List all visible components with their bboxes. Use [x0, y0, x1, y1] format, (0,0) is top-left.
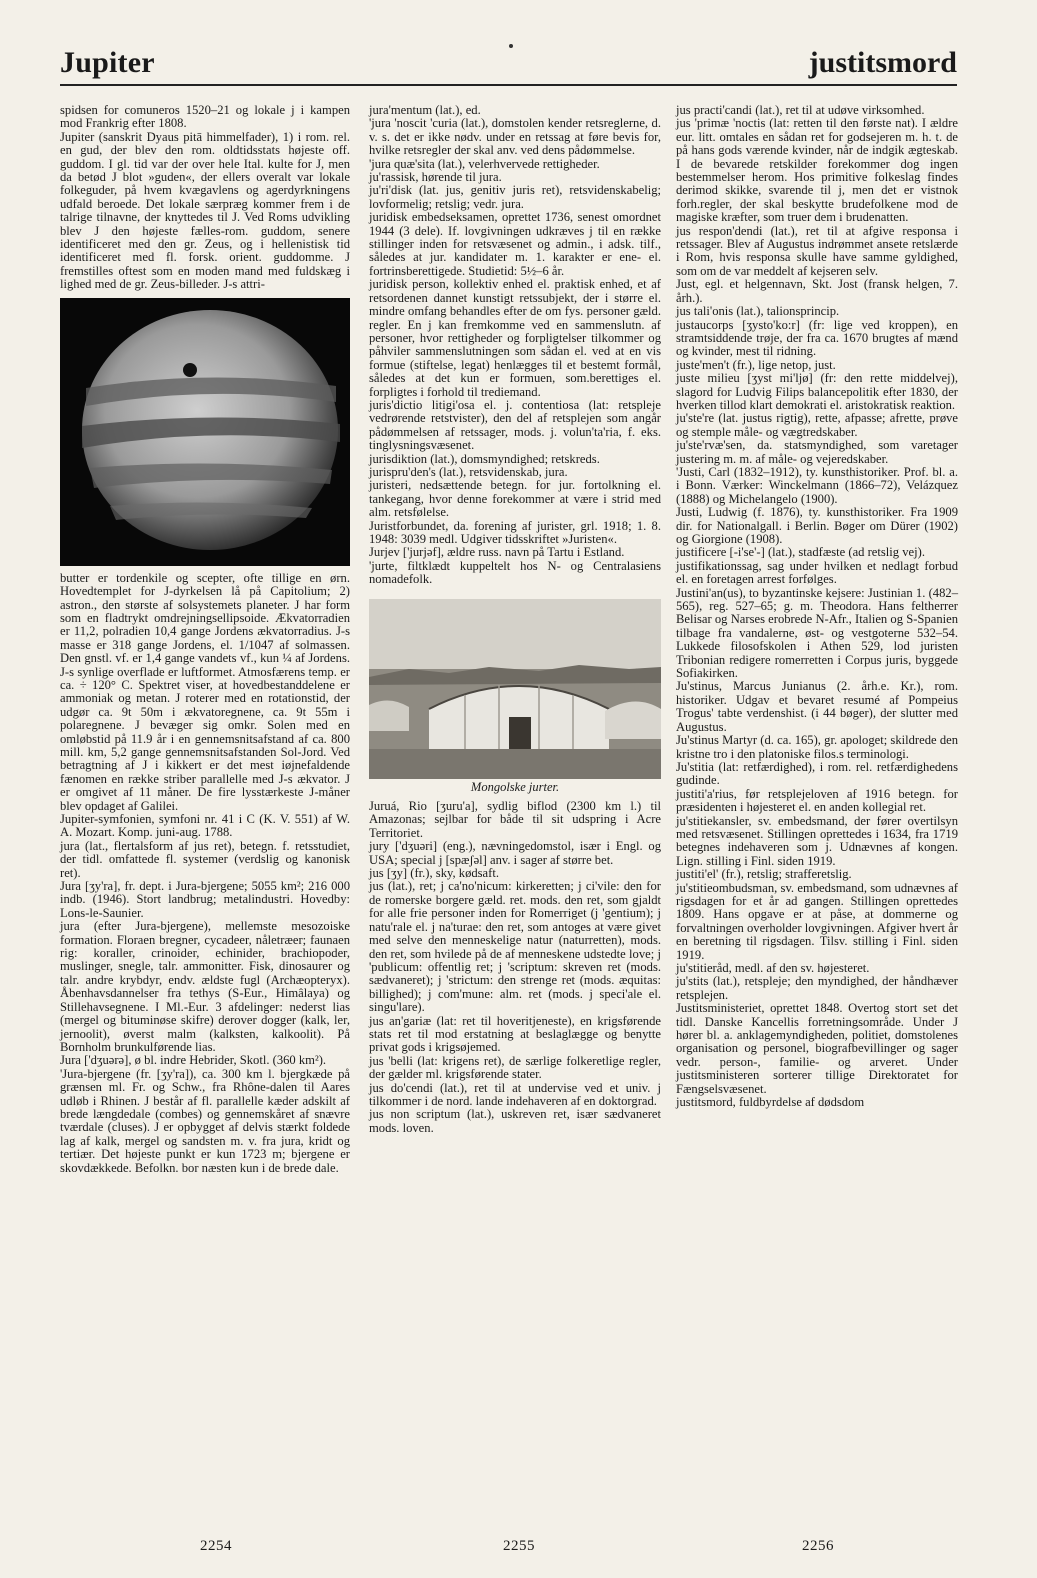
entry-jupiter: Jupiter (sanskrit Dyaus pitā himmelfader), 1) i rom. rel. en gud, der blev den rom. oldtidsstats højeste off. guddom. I gl. tid var der over hele Ital. kulte for J, men da betød J blot »guden«, der ellers overalt var lokale folkeguder, på hvem kvægavlens og agerdyrkningens udfald beroede. Det lokale særpræg kommer frem i de talrige tilnavne, der knyttedes til J. Ved Roms udvikling blev J den højeste fælles-rom. guddom, senere identificeret med den gr. Zeus, og i hellenistisk tid identificeret med fl. forsk. orient. guddomme. J fremstilles oftest som en moden mand med fuldskæg i lighed med de gr. Zeus-billeder. J-s attri- [60, 129, 350, 292]
header-center-dot [509, 44, 513, 48]
entry-justaucorps: justaucorps [ʒysto'ko:r] (fr: lige ved kroppen), en stramtsiddende trøje, der fra ca. 1670 brugtes af mænd og kvinder, mest til ridning. [676, 317, 958, 359]
entry-justinus-martyr: Ju'stinus Martyr (d. ca. 165), gr. apologet; skildrede den kristne tro i den platoniske filos.s terminologi. [676, 733, 958, 761]
entry-jura-dept: Jura [ʒy'ra], fr. dept. i Jura-bjergene; 5055 km²; 216 000 indb. (1946). Stort landbrug; metalindustri. Hovedby: Lons-le-Saunier. [60, 879, 350, 920]
column-1 [60, 104, 350, 1175]
entry-justitsmord: justitsmord, fuldbyrdelse af dødsdom [676, 1095, 865, 1110]
entry-jurisdiktion: jurisdiktion (lat.), domsmyndighed; retskreds. [369, 451, 600, 466]
entry-justervaesen: ju'ste'rvæ'sen, da. statsmyndighed, som varetager justering m. m. af måle- og vejeredskaber. [676, 438, 958, 466]
page-header [60, 40, 957, 86]
entry-justitiekansler: ju'stitiekansler, sv. embedsmand, der fører overtilsyn med retsvæsenet. Stillingen oprettedes i 1634, fra 1719 betegnes indehaveren som j. Udnævnes af kongen. Lign. stilling i Finl. siden 1919. [676, 813, 958, 868]
yurt-photo-caption: Mongolske jurter. [470, 779, 560, 794]
page-number-left: 2254 [200, 1538, 232, 1554]
entry-justi-carl: 'Justi, Carl (1832–1912), ty. kunsthistoriker. Prof. bl. a. i Bonn. Værker: Winckelmann (1866–72), Velázquez (1888) og Michelangelo (1900). [676, 464, 958, 506]
entry-justere: ju'ste're (lat. justus rigtig), rette, afpasse; afrette, prøve og stemple måle- og vægtredskaber. [676, 411, 958, 439]
entry-justificere: justificere [-i'se'-] (lat.), stadfæste (ad retslig vej). [676, 545, 925, 560]
entry-justinianus: Justini'an(us), to byzantinske kejsere: Justinian 1. (482–565), reg. 527–65; g. m. Theodora. Hans feltherrer Belisar og Narses erobrede N-Afr., Italien og S-Spanien tilbage fra vandalerne, øst- og vestgoterne 532–54. Lukkede filosofskolen i Athen 529, lod juristen Tribonian redigere romerretten i Corpus juris, byggede Sofiakirken. [676, 585, 958, 681]
yurt-photo [369, 599, 661, 779]
entry-justitieombudsman: ju'stitieombudsman, sv. embedsmand, som udnævnes af rigsdagen for et år ad gangen. Stillingen oprettedes 1809. Hans opgave er at påse, at dommerne og forvaltningen overholder lovgivningen. Afgiver hvert år en beretning til rigsdagen. Tilsv. stilling i Finl. siden 1919. [676, 880, 958, 962]
entry-justement: juste'men't (fr.), lige netop, just. [676, 357, 836, 372]
entry-jurisdictio: juris'dictio litigi'osa el. j. contentiosa (lat: retspleje vedrørende retstvister), den del af retsplejen som angår pådømmelsen af retssager, mods. j. volun'ta'ria, f. eks. tinglysningsvæsenet. [369, 397, 661, 453]
entry-justitiel: justiti'el' (fr.), retslig; strafferetslig. [676, 867, 852, 882]
entry-justitsministeriet: Justitsministeriet, oprettet 1848. Overtog stort set det tidl. Danske Kancellis forretningsområde. Under J hører bl. a. anklagemyndigheden, politiet, domstolenes organisation og personel, biografbevillinger og sager vedr. person-, familie- og arveret. Under justitsministeren sorterer tillige Direktoratet for Fængselsvæsenet. [676, 1001, 958, 1096]
entry-jus-practicandi: jus practi'candi (lat.), ret til at udøve virksomhed. [676, 103, 925, 117]
entry-juristeri: juristeri, nedsættende betegn. for jur. fortolkning el. tankegang, hvor denne forekommer at være i strid med alm. retsfølelse. [369, 478, 661, 520]
entry-justi-ludwig: Justi, Ludwig (f. 1876), ty. kunsthistoriker. Fra 1909 dir. for Nationalgall. i Berlin. Bøger om Dürer (1902) og Giorgione (1908). [676, 505, 958, 546]
entry-jus-angariae: jus an'gariæ (lat: ret til hoveritjeneste), en krigsførende stats ret til mod erstatning at beslaglægge og benytte privat gods i krigsøjemed. [369, 1013, 661, 1055]
entry-jurjev: Jurjev ['jurjəf], ældre russ. navn på Tartu i Estland. [369, 545, 625, 560]
entry-juristforbundet: Juristforbundet, da. forening af jurister, grl. 1918; 1. 8. 1948: 3039 medl. Udgiver tidsskriftet »Juristen«. [369, 518, 661, 546]
entry-justitierad: ju'stitieråd, medl. af den sv. højesteret. [676, 961, 870, 975]
mongolian-yurts-image [369, 599, 661, 779]
entry-justitia: Ju'stitia (lat: retfærdighed), i rom. rel. retfærdighedens gudinde. [676, 759, 958, 788]
entry-justits: ju'stits (lat.), retspleje; den myndighed, der håndhæver retsplejen. [676, 974, 958, 1002]
entry-jurassisk: ju'rassisk, hørende til jura. [369, 170, 502, 185]
entry-jus-primae-noctis: jus 'primæ 'noctis (lat: retten til den første nat). I ældre eur. litt. omtales en sådan ret for godsejeren m. h. t. de på hans gods værende kvinder, når de indgik ægteskab. I de bevarede retskilder forekommer dog ingen bestemmelser herom. Hos primitive folkeslag findes derimod skikke, svarende til j, men det er vistnok forh.regler, der skal beskytte brudefolkene mod de magiske kræfter, som truer dem i brudenatten. [676, 116, 958, 225]
entry-juridisk: ju'ri'disk (lat. jus, genitiv juris ret), retsvidenskabelig; lovformelig; retslig; vedr. jura. [369, 183, 661, 211]
entry-just: Just, egl. et helgennavn, Skt. Jost (fransk helgen, 7. årh.). [676, 277, 958, 305]
page-number-middle: 2255 [503, 1538, 535, 1554]
entry-jura-island: Jura ['dʒuərə], ø bl. indre Hebrider, Skotl. (360 km²). [60, 1053, 327, 1068]
entry-jurte: 'jurte, filtklædt kuppeltelt hos N- og Centralasiens nomadefolk. [369, 558, 661, 587]
entry-jurua: Juruá, Rio [ʒuru'a], sydlig biflod (2300 km l.) til Amazonas; sejlbar for både til sit udspring i Acre Territoriet. [369, 799, 661, 840]
entry-jura-noscit-curia: 'jura 'noscit 'curia (lat.), domstolen kender retsreglerne, d. v. s. det er ikke nødv. under en retssag at føre bevis for, hvilke retsregler der skal anv. ved dens pådømmelse. [369, 116, 661, 158]
header-left-guideword: Jupiter [60, 46, 155, 79]
entry-jupiter-continued: butter er tordenkile og scepter, ofte tillige en ørn. Hovedtemplet for J-dyrkelsen lå på Capitolium; 2) astron., den største af solsystemets planeter. J har form som en fladtrykt omdrejningsellipsoide. Ækvatorradien er 11,2, polradien 10,4 gange Jordens ækvatorradius. J-s masse er 318 gange Jordens, el. 1/1047 af solmassen. Den gnstl. vf. er 1,4 gange vandets vf., kun ¼ af Jordens. J-s synlige overflade er luftformet. Atmosfærens temp. er ca. ÷ 120° C. Spektret viser, at hovedbestanddelene er ammoniak og metan. J roterer med en rotationstid, der udgør ca. 9t 50m i ækvatoregnene, ca. 9t 55m i polaregnene. J bevæger sig omkr. Solen med en omløbstid på 11.9 år i en gennemsnitsafstand af ca. 800 mill. km, 5,2 gange gennemsnitsafstanden Sol-Jord. Ved betragtning af J i kikkert er det mest iøjnefaldende fænomen en række striber parallelle med J-s ækvator. J er omgivet af 11 måner. De fire lysstærkeste J-måner blev opdaget af Galilei. [60, 570, 350, 813]
entry-jus-non-scriptum: jus non scriptum (lat.), uskreven ret, især sædvaneret mods. loven. [369, 1107, 661, 1135]
entry-jus-respondendi: jus respon'dendi (lat.), ret til at afgive responsa i retssager. Blev af Augustus indrømmet ansete retslærde i Rom, hvis responsa skulle have samme gyldighed, som om de var meddelt af kejseren selv. [676, 223, 958, 278]
entry-jury: jury ['dʒuəri] (eng.), nævningedomstol, især i Engl. og USA; special j [spæʃəl] anv. i sager af større bet. [369, 839, 661, 867]
entry-jus-fr: jus [ʒy] (fr.), sky, kødsaft. [369, 866, 499, 881]
entry-jurisprudens: jurispru'den's (lat.), retsvidenskab, jura. [369, 464, 568, 479]
entry-jura-quaesita: 'jura quæ'sita (lat.), velerhvervede rettigheder. [369, 156, 600, 171]
entry-jus-belli: jus 'belli (lat: krigens ret), de særlige folkeretlige regler, der gælder ml. krigsførende stater. [369, 1053, 661, 1082]
entry-juste-milieu: juste milieu [ʒyst mi'ljø] (fr: den rette middelvej), slagord for Ludvig Filips balancepolitik efter 1830, der hverken tillod klart demokrati el. aristokratisk reaktion. [676, 371, 958, 412]
entry-jus-lat: jus (lat.), ret; j ca'no'nicum: kirkeretten; j ci'vile: den for de romerske borgere gæld. ret. mods. den ret, som gjaldt for alle frie personer inden for Romerriget (j 'gentium); j natu'rale el. j na'turae: den ret, som antoges at være givet med selve den menneskelige natur (naturretten), mods. den ret, som hvilede på de af menneskene udstedte love; j 'publicum: offentlig ret; j 'scriptum: skreven ret (mods. sædvaneret); j 'strictum: den strenge ret (mods. æquitas: billighed); j com'mune: alm. ret (mods. j speci'ale el. singu'lare). [369, 879, 661, 1015]
header-right-guideword: justitsmord [808, 46, 957, 79]
jupiter-photo [60, 298, 350, 566]
jupiter-planet-image [60, 298, 350, 566]
entry-jupiter-symfonien: Jupiter-symfonien, symfoni nr. 41 i C (K. V. 551) af W. A. Mozart. Komp. juni-aug. 1788. [60, 812, 350, 840]
column-2 [369, 104, 661, 1135]
entry-justinus: Ju'stinus, Marcus Junianus (2. årh.e. Kr.), rom. historiker. Udgav et bevaret resumé af Pompeius Trogus' tabte verdenshist. (i 44 bøger), der slutter med Augustus. [676, 679, 958, 734]
entry-jus-docendi: jus do'cendi (lat.), ret til at undervise ved et univ. j tilkommer i de nord. lande indehaveren af en doktorgrad. [369, 1080, 661, 1108]
entry-juridisk-embedseksamen: juridisk embedseksamen, oprettet 1736, senest omordnet 1944 (3 dele). If. lovgivningen udkræves j til en række stillinger inden for retsvæsenet og admin., i adsk. tilf., således at jur. kandidater m. 1. karakter er ene- el. fortrinsberettigede. Studietid: 5½–6 år. [369, 210, 661, 278]
entry-jura-bjergene: 'Jura-bjergene (fr. [ʒy'ra]), ca. 300 km l. bjergkæde på grænsen ml. Fr. og Schw., fra Rhône-dalen til Aares udløb i Rhinen. J består af fl. parallelle kæder adskilt af brede længdedale (combes) og gennemskåret af snævre tværdale (cluses). J er opbygget af delvis stærkt foldede lag af kalk, mergel og sandsten m. v. fra jura, kridt og tertiær. Det højeste punkt er kun 1723 m; bjergene er skovdækkede. Befolkn. bor næsten kun i de brede dale. [60, 1066, 350, 1175]
entry-juramentum: jura'mentum (lat.), ed. [369, 103, 481, 117]
entry-justitiarius: justiti'a'rius, før retsplejeloven af 1916 betegn. for præsidenten i højesteret el. en anden kollegial ret. [676, 786, 958, 815]
entry-text: spidsen for comuneros 1520–21 og lokale j i kampen mod Frankrig efter 1808. [60, 103, 350, 131]
entry-juridisk-person: juridisk person, kollektiv enhed el. praktisk enhed, et af retsordenen dannet kunstigt retssubjekt, der i større el. mindre omfang behandles efter de om fys. personer gæld. regler. En j kan fremkomme ved en sammenslutn. af personer, hvor rettigheder og forpligtelser tilkommer og påhviler sammenslutningen som sådan el. ved at en vis formue (stiftelse, legat) henlægges til et bestemt formål, således at det kun er formuen, som.berettiges el. forpligtes i forhold til trediemand. [369, 277, 661, 399]
entry-jus-talionis: jus tali'onis (lat.), talionsprincip. [676, 304, 840, 319]
page-number-right: 2256 [802, 1538, 834, 1554]
entry-jura-lat: jura (lat., flertalsform af jus ret), betegn. f. retsstudiet, der tidl. omfattede fl. systemer (verdslig og kanonisk ret). [60, 838, 350, 880]
entry-justifikationssag: justifikationssag, sag under hvilken et nedlagt forbud el. en foretagen arrest forfølges. [676, 558, 958, 587]
column-3 [676, 104, 958, 1109]
entry-jura-formation: jura (efter Jura-bjergene), mellemste mesozoiske formation. Floraen bregner, cycadeer, nåletræer; faunaen rig: koraller, crinoider, echinider, brachiopoder, muslinger, snegle, talr. ammonitter. Fisk, dinosaurer og talr. andre krybdyr, endv. ældste fugl (Archæopteryx). Åbenhavsdannelser fra tethys (S-Eur., Himâlaya) og Stillehavsegnene. I Ml.-Eur. 3 afdelinger: nederst lias (mergel og bituminøse skifre) derover dogger (kalk, ler, jernoolit), øverst malm (kalksten, kalkoolit). På Bornholm brunkulførende lias. [60, 919, 350, 1054]
